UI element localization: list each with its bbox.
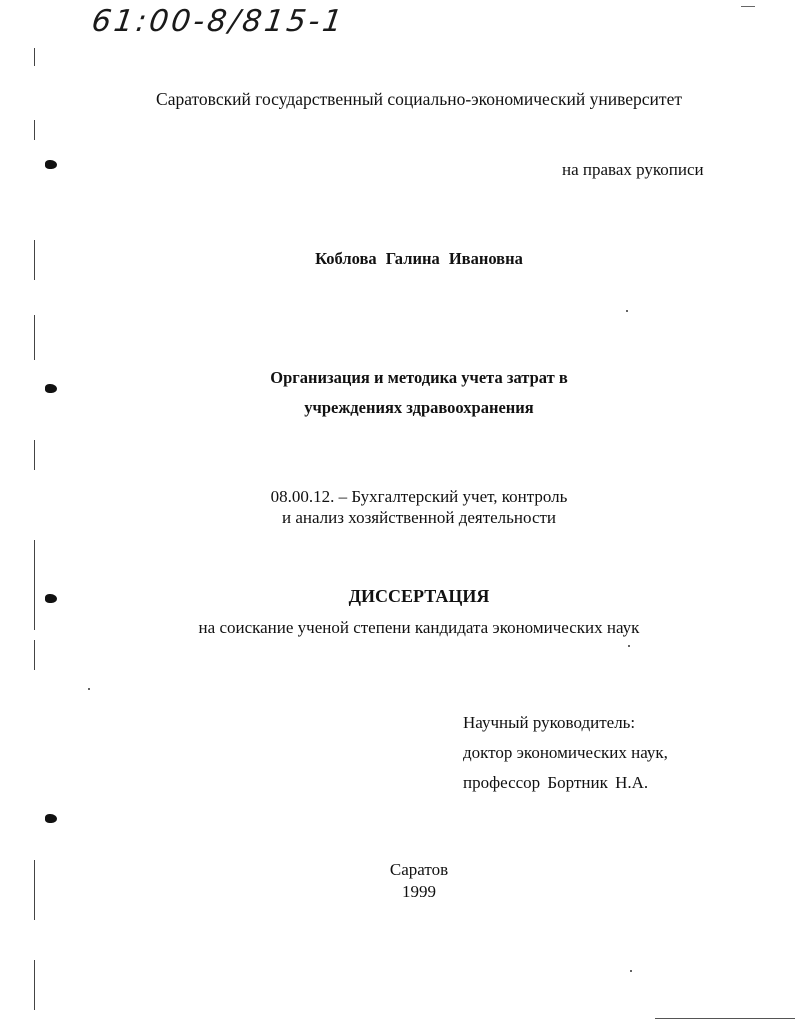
margin-line-artifact xyxy=(34,440,35,470)
university-name: Саратовский государственный социально-экономический университет xyxy=(156,89,682,109)
degree-description: на соискание ученой степени кандидата экономических наук xyxy=(198,618,640,637)
supervisor-label: Научный руководитель: xyxy=(463,713,636,732)
margin-line-artifact xyxy=(34,960,35,1010)
handwritten-archive-number: 61:00-8/815-1 xyxy=(89,4,348,39)
margin-line-artifact xyxy=(34,120,35,140)
margin-line-artifact xyxy=(34,48,35,66)
rights-note: на правах рукописи xyxy=(562,160,704,179)
city: Саратов xyxy=(389,860,449,879)
bottom-edge-line xyxy=(655,1018,795,1019)
corner-mark xyxy=(741,6,755,7)
scan-speck xyxy=(628,645,630,647)
margin-line-artifact xyxy=(34,540,35,630)
thesis-title-line-1: Организация и методика учета затрат в xyxy=(270,368,568,387)
punch-hole-mark xyxy=(45,160,57,169)
specialty-line-2: и анализ хозяйственной деятельности xyxy=(281,508,557,527)
thesis-title-line-2: учреждениях здравоохранения xyxy=(304,398,534,417)
punch-hole-mark xyxy=(45,814,57,823)
work-type-heading: ДИССЕРТАЦИЯ xyxy=(348,586,490,606)
margin-line-artifact xyxy=(34,640,35,670)
scan-speck xyxy=(630,970,632,972)
margin-line-artifact xyxy=(34,315,35,360)
scan-speck xyxy=(88,688,90,690)
author-name: Коблова Галина Ивановна xyxy=(315,249,523,268)
specialty-line-1: 08.00.12. – Бухгалтерский учет, контроль xyxy=(270,487,568,506)
supervisor-degree: доктор экономических наук, xyxy=(463,743,668,762)
year: 1999 xyxy=(402,882,436,901)
scan-speck xyxy=(626,310,628,312)
supervisor-name: профессор Бортник Н.А. xyxy=(463,773,649,792)
